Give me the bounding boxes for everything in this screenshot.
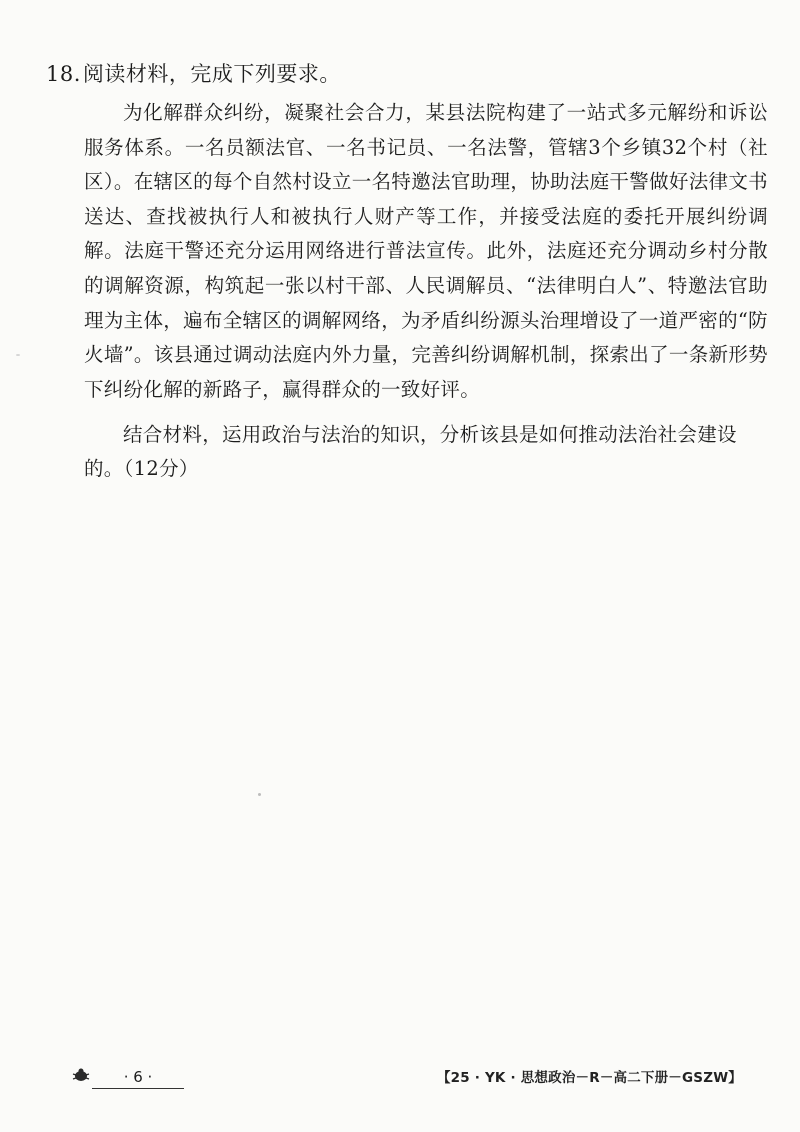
scan-speck	[16, 354, 20, 356]
scan-speck	[258, 793, 261, 796]
question-task: 结合材料，运用政治与法治的知识，分析该县是如何推动法治社会建设的。（12分）	[84, 423, 737, 480]
page-number: · 6 ·	[92, 1066, 184, 1089]
footer-code: 【25 · YK · 思想政治－R－高二下册－GSZW】	[436, 1070, 742, 1086]
question-header	[46, 58, 341, 88]
question-instruction: 阅读材料，完成下列要求。	[82, 62, 341, 86]
question-material: 为化解群众纠纷，凝聚社会合力，某县法院构建了一站式多元解纷和诉讼服务体系。一名员额法官、一名书记员、一名法警，管辖3个乡镇32个村（社区）。在辖区的每个自然村设立一名特邀法官助理，协助法庭干警做好法律文书送达、查找被执行人和被执行人财产等工作，并接受法庭的委托开展纠纷调解。法庭干警还充分运用网络进行普法宣传。此外，法庭还充分调动乡村分散的调解资源，构筑起一张以村干部、人民调解员、“法律明白人”、特邀法官助理为主体，遍布全辖区的调解网络，为矛盾纠纷源头治理增设了一道严密的“防火墙”。该县通过调动法庭内外力量，完善纠纷调解机制，探索出了一条新形势下纠纷化解的新路子，赢得群众的一致好评。	[84, 101, 768, 401]
question-number: 18.	[46, 62, 81, 86]
publisher-logo-icon	[72, 1068, 90, 1082]
